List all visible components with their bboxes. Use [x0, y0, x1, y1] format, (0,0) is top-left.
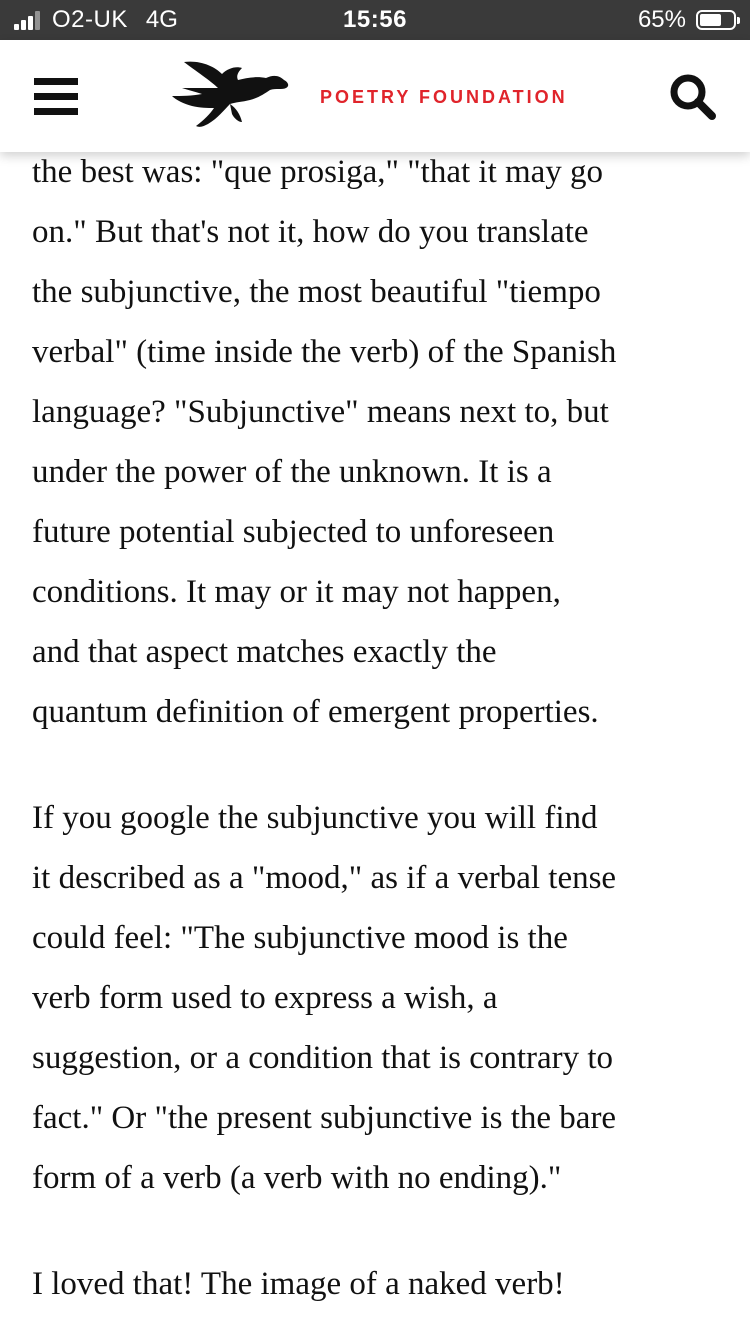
- brand-name: POETRY FOUNDATION: [320, 87, 568, 107]
- carrier-name: O2-UK: [52, 6, 128, 33]
- battery-level: [700, 14, 721, 26]
- text-line: suggestion, or a condition that is contrary to: [32, 1040, 614, 1076]
- site-header: [0, 40, 750, 152]
- hamburger-menu-bar: [34, 93, 78, 100]
- pegasus-logo-icon: [170, 60, 292, 130]
- menu-button[interactable]: [34, 78, 78, 116]
- article-paragraph: [32, 788, 722, 1208]
- network-type: 4G: [145, 6, 178, 33]
- article-body: [32, 142, 722, 1334]
- status-right: [638, 6, 736, 34]
- battery-icon: [696, 10, 736, 30]
- hamburger-menu-icon: [34, 78, 78, 85]
- text-line: future potential subjected to unforeseen: [32, 514, 555, 550]
- text-line: fact." Or "the present subjunctive is the bare: [32, 1100, 617, 1136]
- text-line: and that aspect matches exactly the: [32, 634, 497, 670]
- text-line: form of a verb (a verb with no ending).": [32, 1160, 562, 1196]
- text-line: conditions. It may or it may not happen,: [32, 574, 561, 610]
- text-line: If you google the subjunctive you will find: [32, 800, 598, 836]
- battery-percent: 65%: [637, 6, 686, 33]
- text-line: verb form used to express a wish, a: [32, 980, 498, 1016]
- text-line: I loved that! The image of a naked verb!: [32, 1266, 565, 1302]
- article-paragraph: [32, 142, 722, 742]
- text-line: under the power of the unknown. It is a: [32, 454, 552, 490]
- text-line: language? "Subjunctive" means next to, but: [32, 394, 609, 430]
- text-line: quantum definition of emergent properties.: [32, 694, 599, 730]
- home-logo-link[interactable]: [170, 60, 590, 132]
- text-line: the best was: "que prosiga," "that it may go: [32, 154, 604, 190]
- article-paragraph: [32, 1254, 722, 1314]
- hamburger-menu-bar: [34, 108, 78, 115]
- text-line: could feel: "The subjunctive mood is the: [32, 920, 568, 956]
- status-bar: [0, 0, 750, 40]
- text-line: the subjunctive, the most beautiful "tiempo: [32, 274, 601, 310]
- text-line: it described as a "mood," as if a verbal tense: [32, 860, 617, 896]
- search-icon: [668, 72, 718, 122]
- clock: 15:56: [343, 6, 407, 33]
- text-line: verbal" (time inside the verb) of the Spanish: [32, 334, 617, 370]
- text-line: on." But that's not it, how do you translate: [32, 214, 589, 250]
- search-button[interactable]: [668, 72, 718, 122]
